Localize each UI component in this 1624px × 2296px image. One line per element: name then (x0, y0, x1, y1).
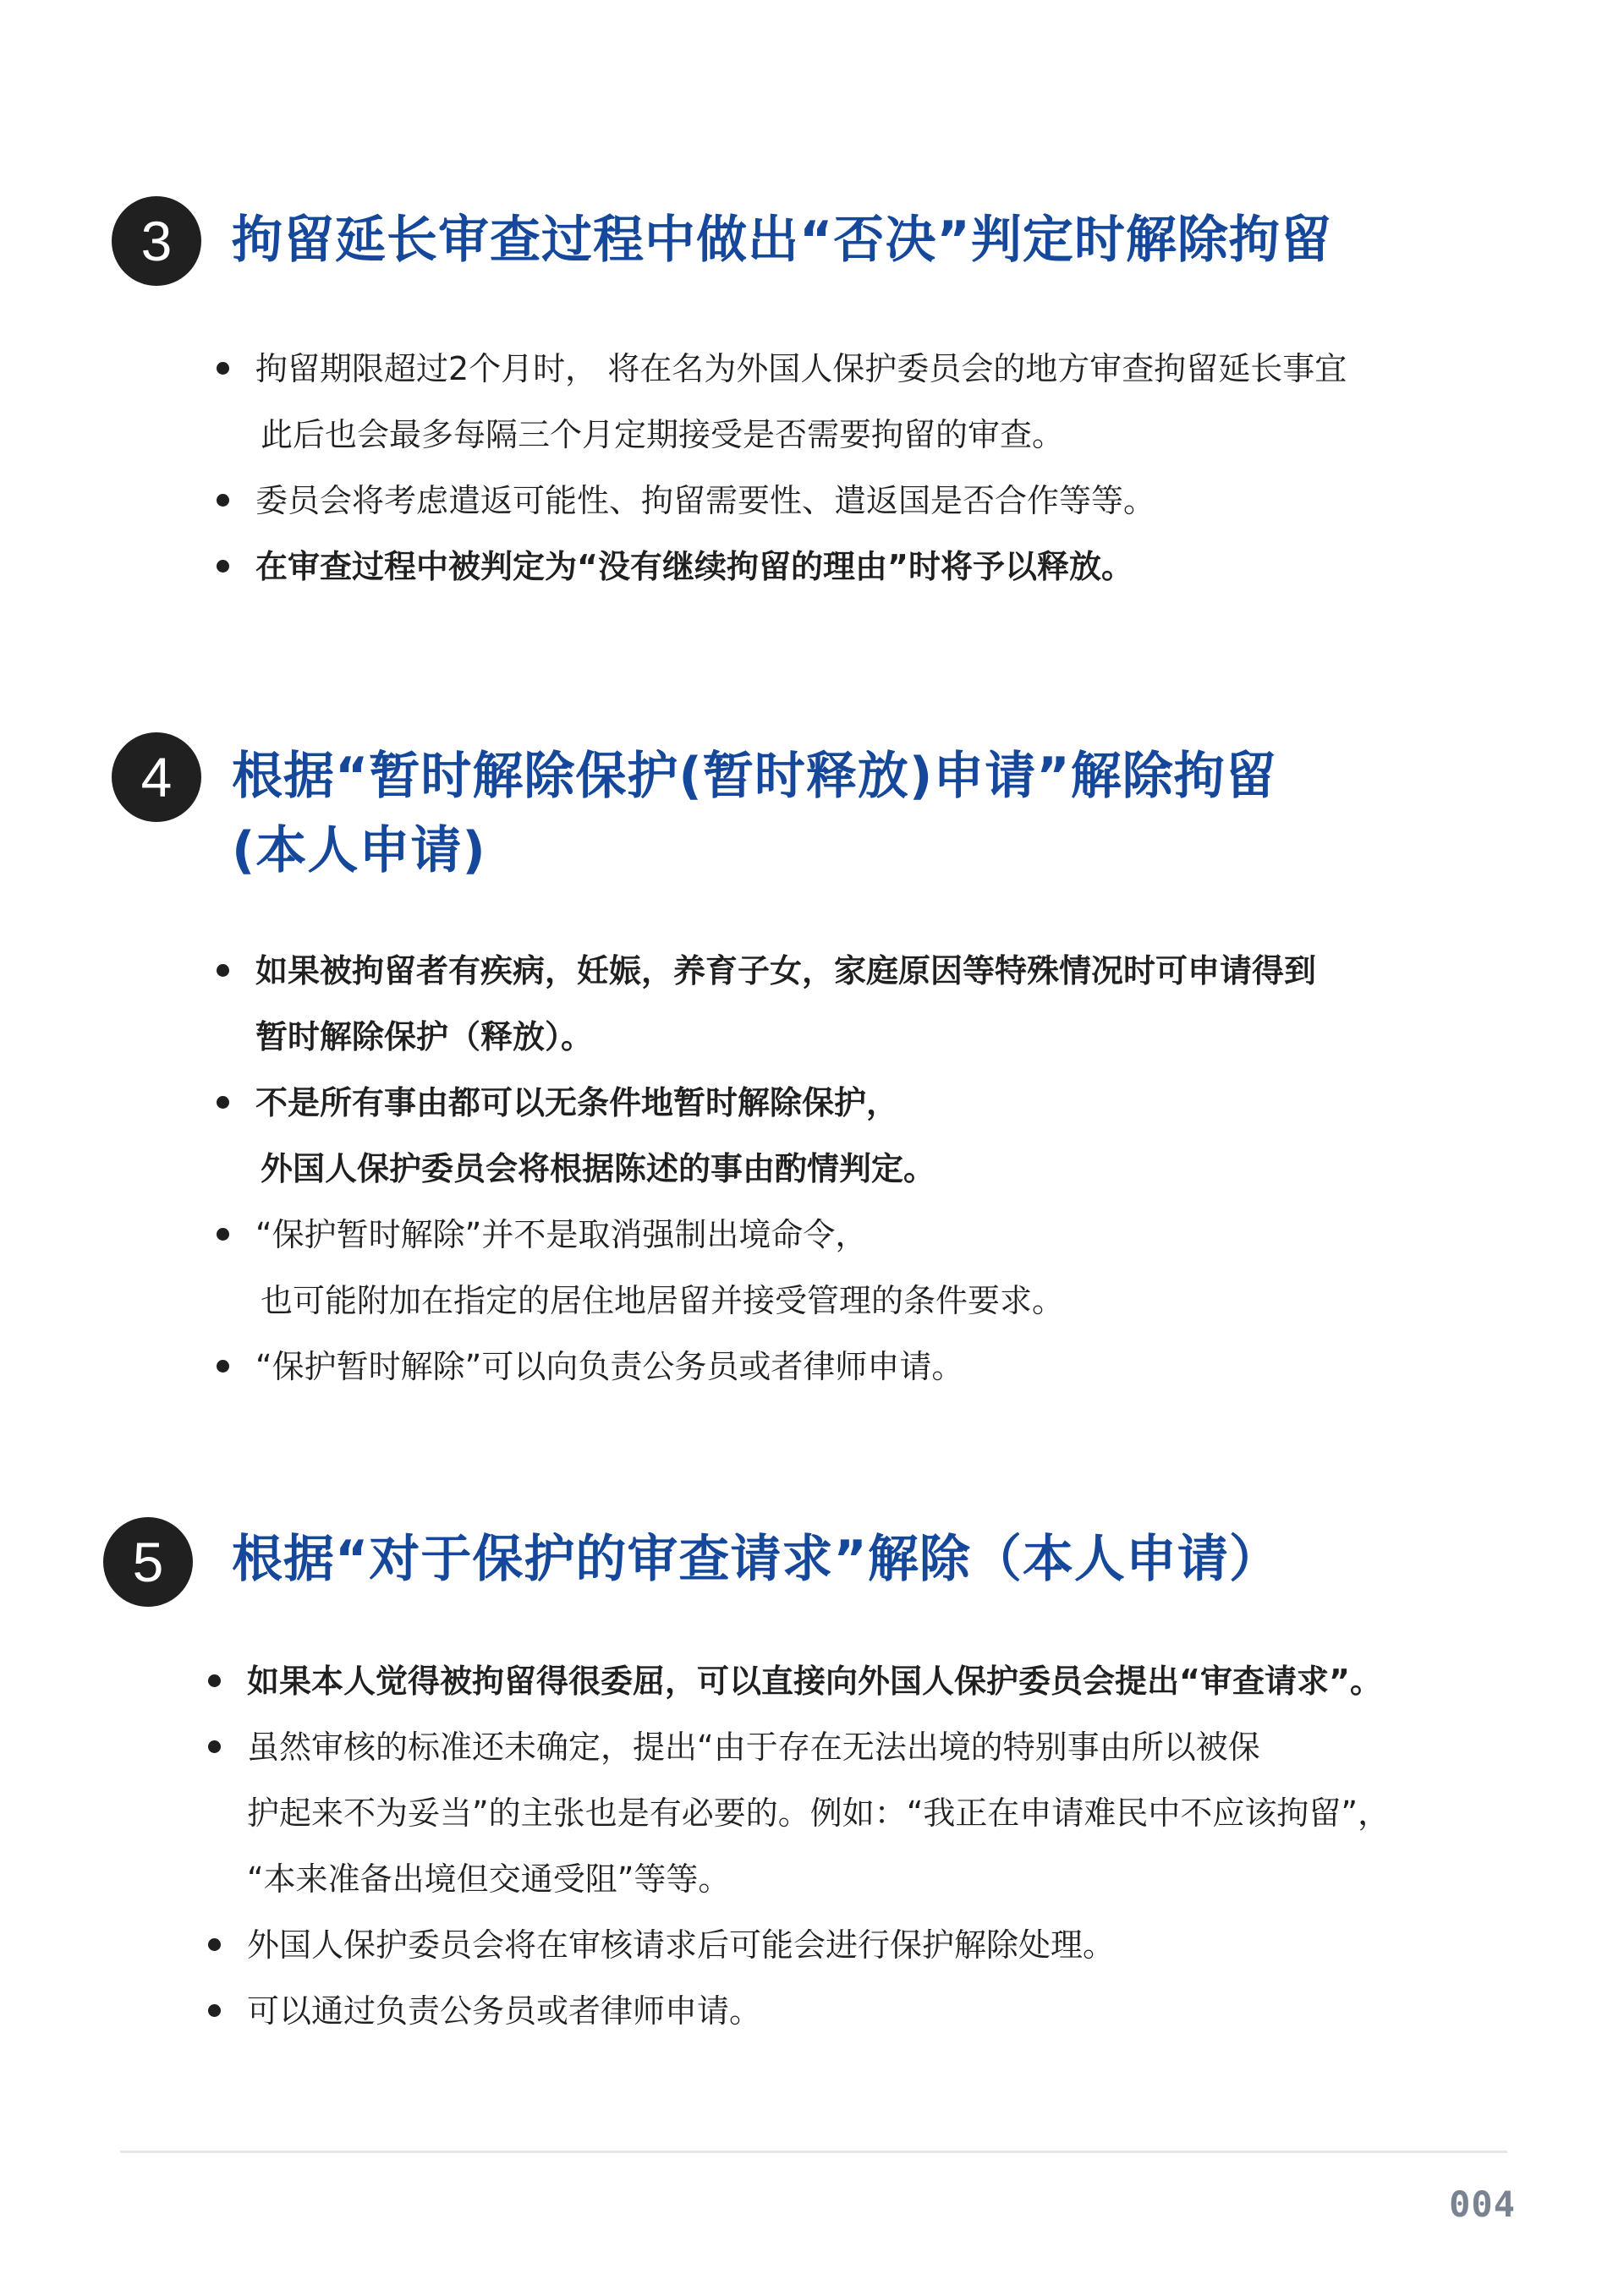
bullet-dot (217, 494, 229, 507)
bullet-line: 委员会将考虑遣返可能性、拘留需要性、遣返国是否合作等等。 (255, 482, 1156, 519)
section-title (232, 203, 1332, 277)
bullet-list (255, 336, 1347, 600)
section-number-badge: 4 (112, 732, 201, 822)
page-number: 004 (1449, 2184, 1516, 2225)
bullet-line: 护起来不为妥当”的主张也是有必要的。例如：“我正在申请难民中不应该拘留”， (247, 1795, 1391, 1832)
section-title-line: (本人申请) (232, 821, 486, 880)
bullet-line: 外国人保护委员会将根据陈述的事由酌情判定。 (261, 1150, 936, 1187)
bullet-list (247, 1648, 1390, 2044)
bullet-dot (217, 1228, 229, 1241)
bullet-line: 如果被拘留者有疾病，妊娠，养育子女，家庭原因等特殊情况时可申请得到 (255, 952, 1317, 989)
bullet-item (247, 1648, 1390, 1714)
bullet-line: 可以通过负责公务员或者律师申请。 (247, 1992, 762, 2030)
bullet-dot (208, 1674, 221, 1687)
bullet-line: 暂时解除保护（释放）。 (255, 1018, 594, 1055)
bullet-item (247, 1978, 1390, 2044)
section-title-line: 根据“对于保护的审查请求”解除（本人申请） (232, 1530, 1281, 1589)
bullet-line: 不是所有事由都可以无条件地暂时解除保护， (255, 1084, 899, 1121)
bullet-item (255, 938, 1316, 1070)
bullet-list (255, 938, 1316, 1400)
section-title-line: 拘留延长审查过程中做出“否决”判定时解除拘留 (232, 211, 1332, 270)
bullet-item (255, 1070, 1316, 1202)
section-number-badge: 3 (112, 196, 201, 286)
bullet-item (247, 1714, 1390, 1912)
section-title-line: 根据“暂时解除保护(暂时释放)申请”解除拘留 (232, 747, 1277, 806)
bullet-dot (208, 1938, 221, 1951)
bullet-dot (217, 1096, 229, 1109)
bullet-item (255, 1334, 1316, 1400)
section-title (232, 1522, 1281, 1597)
bullet-line: 外国人保护委员会将在审核请求后可能会进行保护解除处理。 (247, 1926, 1116, 1964)
bullet-dot (217, 1360, 229, 1373)
bullet-item (255, 1202, 1316, 1334)
bullet-dot (217, 560, 229, 573)
bullet-line: 也可能附加在指定的居住地居留并接受管理的条件要求。 (261, 1282, 1065, 1319)
bullet-dot (217, 964, 229, 977)
bullet-line: “保护暂时解除”可以向负责公务员或者律师申请。 (255, 1348, 964, 1385)
section-title (232, 739, 1277, 888)
bullet-line: 在审查过程中被判定为“没有继续拘留的理由”时将予以释放。 (255, 548, 1133, 585)
footer-divider (120, 2151, 1507, 2153)
section-number-badge: 5 (103, 1517, 193, 1607)
bullet-item (255, 534, 1347, 600)
bullet-line: “保护暂时解除”并不是取消强制出境命令， (255, 1216, 868, 1253)
bullet-item (255, 336, 1347, 468)
bullet-item (255, 468, 1347, 534)
bullet-line: “本来准备出境但交通受阻”等等。 (247, 1860, 731, 1898)
bullet-dot (217, 362, 229, 375)
bullet-item (247, 1912, 1390, 1978)
bullet-line: 虽然审核的标准还未确定，提出“由于存在无法出境的特别事由所以被保 (247, 1729, 1260, 1766)
bullet-dot (208, 2004, 221, 2017)
bullet-line: 此后也会最多每隔三个月定期接受是否需要拘留的审查。 (261, 416, 1065, 453)
bullet-line: 如果本人觉得被拘留得很委屈，可以直接向外国人保护委员会提出“审查请求”。 (247, 1663, 1382, 1700)
bullet-line: 拘留期限超过2个月时， 将在名为外国人保护委员会的地方审查拘留延长事宜 (255, 350, 1347, 387)
bullet-dot (208, 1740, 221, 1753)
